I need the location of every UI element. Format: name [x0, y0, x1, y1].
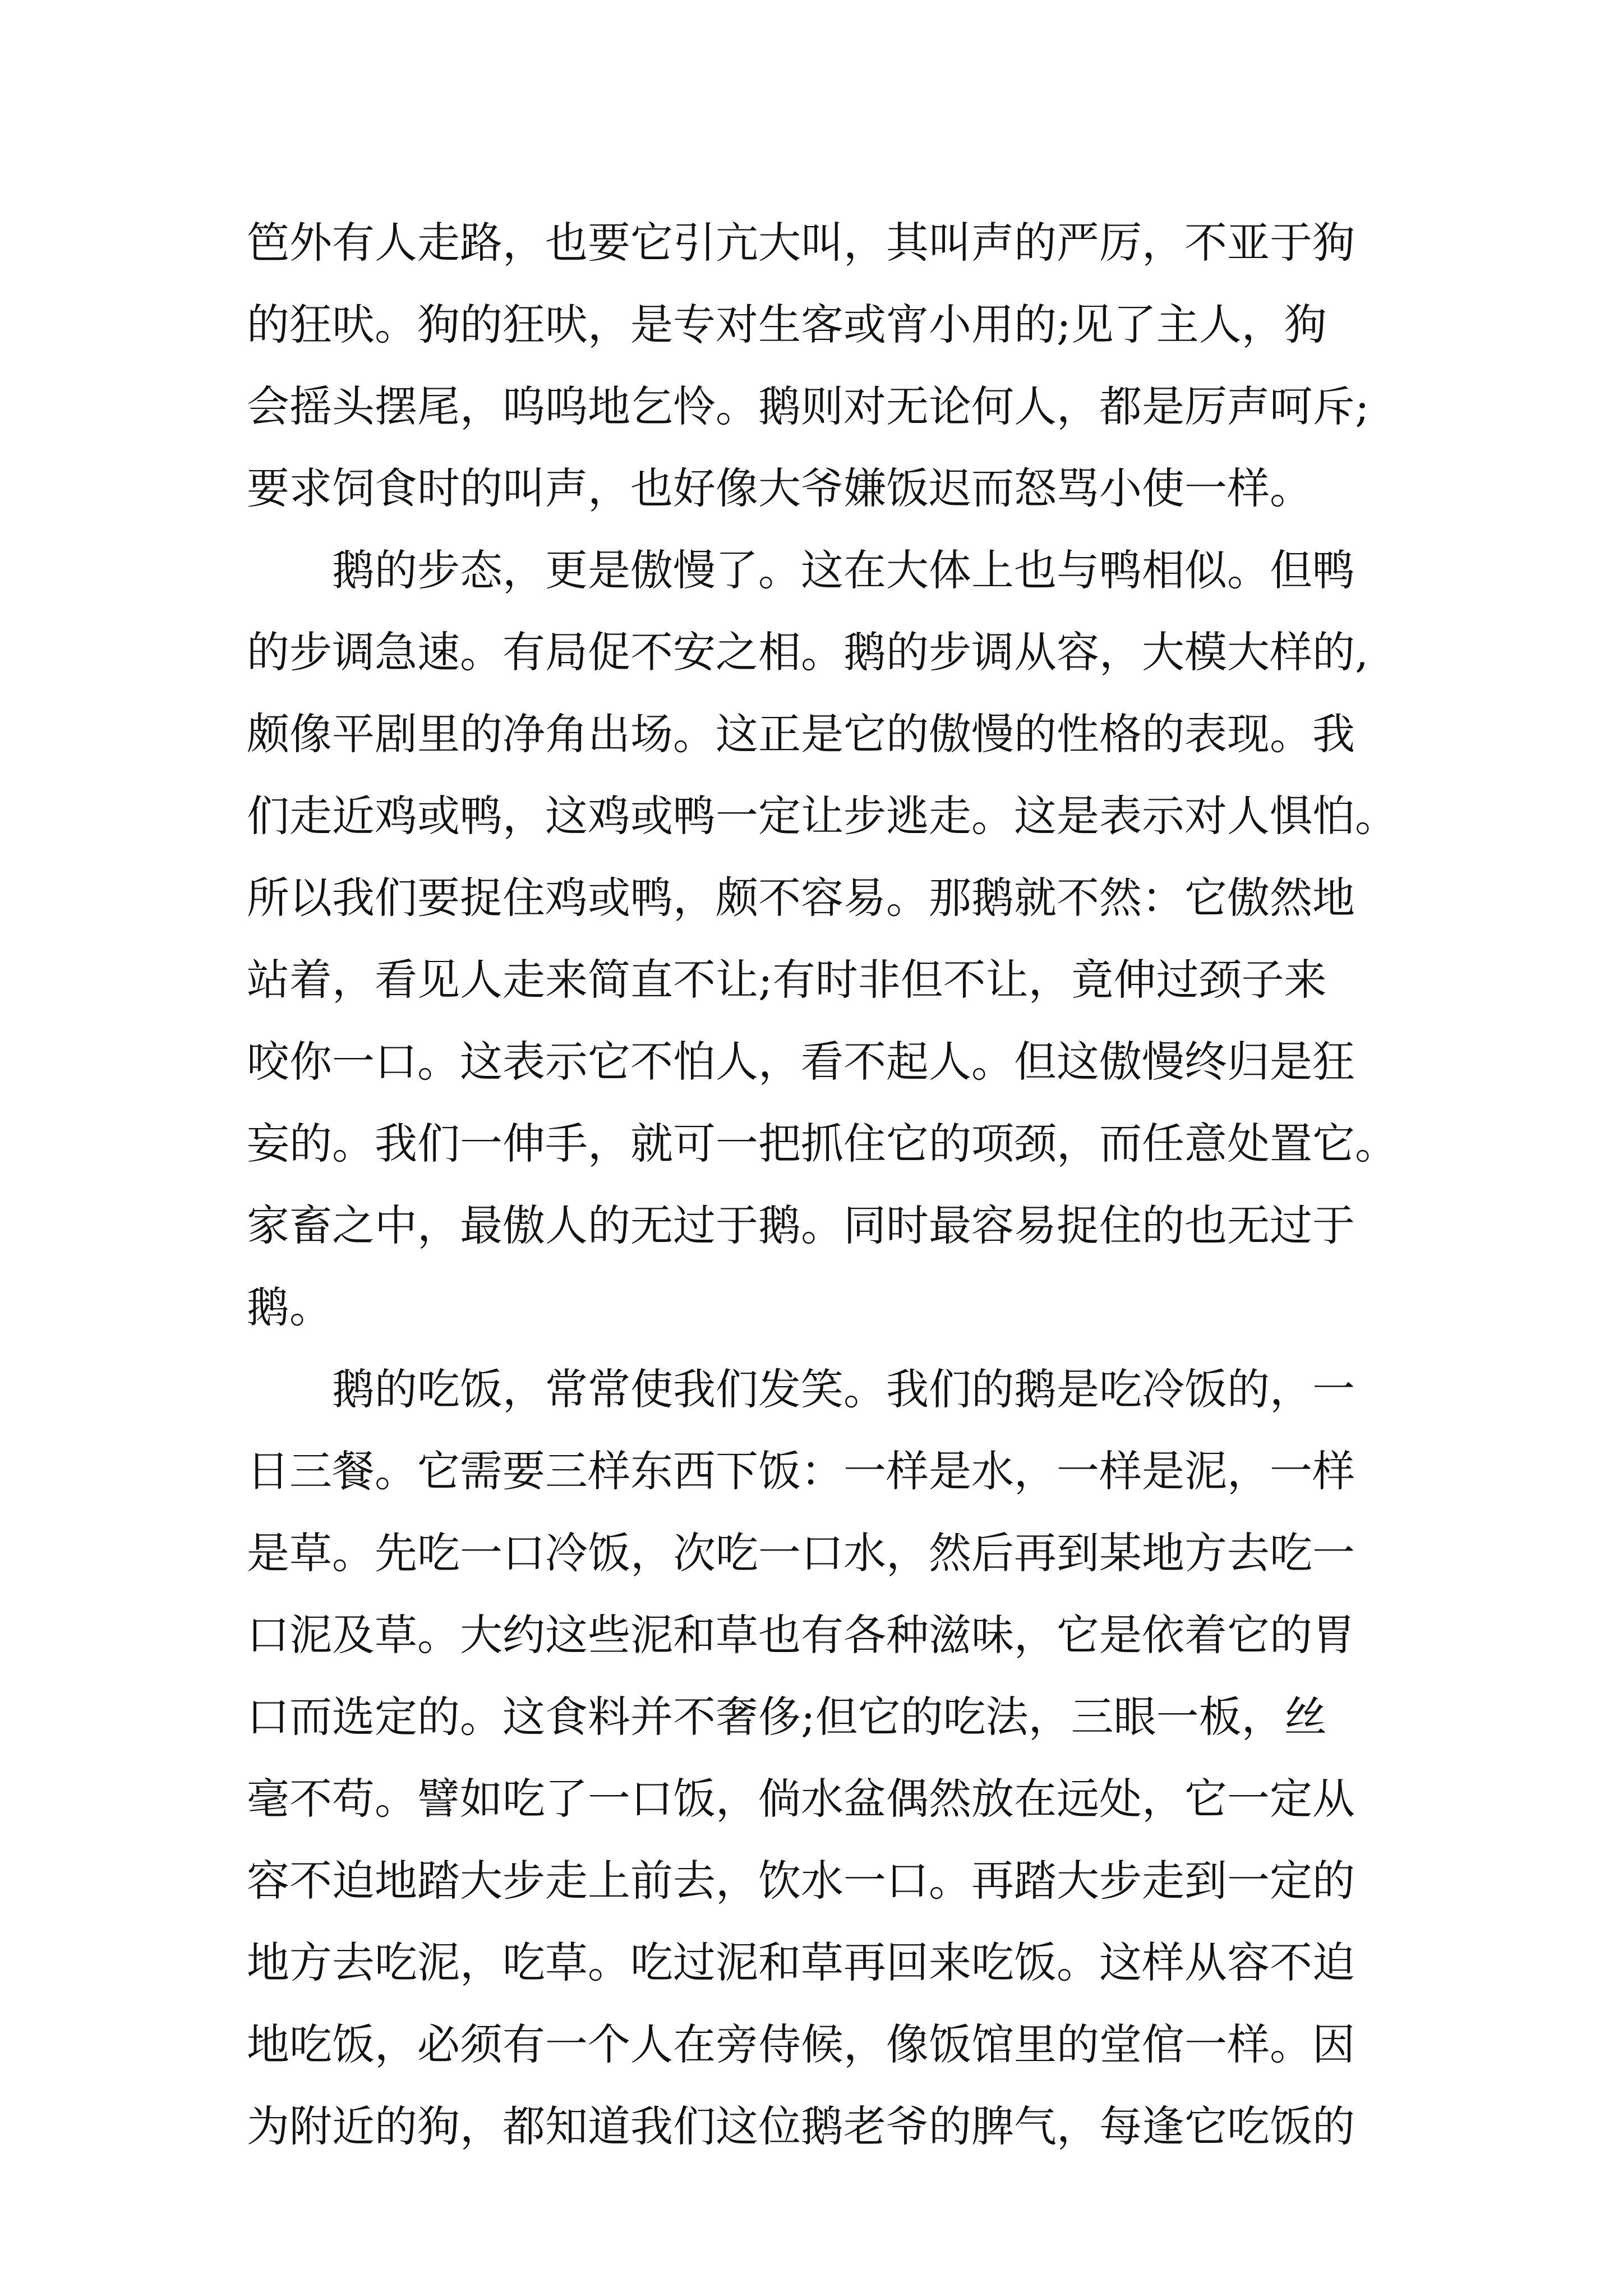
text-line: 容不迫地踏大步走上前去，饮水一口。再踏大步走到一定的 — [247, 1856, 1355, 1906]
text-line: 为附近的狗，都知道我们这位鹅老爷的脾气，每逢它吃饭的 — [247, 2101, 1355, 2151]
text-line: 日三餐。它需要三样东西下饭：一样是水，一样是泥，一样 — [247, 1446, 1355, 1496]
paragraph-start-line: 鹅的步态，更是傲慢了。这在大体上也与鸭相似。但鸭 — [332, 545, 1355, 595]
text-line: 咬你一口。这表示它不怕人，看不起人。但这傲慢终归是狂 — [247, 1037, 1355, 1087]
text-line: 站着，看见人走来简直不让;有时非但不让，竟伸过颈子来 — [247, 955, 1327, 1005]
text-line: 们走近鸡或鸭，这鸡或鸭一定让步逃走。这是表示对人惧怕。 — [247, 791, 1398, 841]
text-line: 家畜之中，最傲人的无过于鹅。同时最容易捉住的也无过于 — [247, 1200, 1355, 1250]
text-line: 地方去吃泥，吃草。吃过泥和草再回来吃饭。这样从容不迫 — [247, 1938, 1355, 1987]
text-line: 会摇头摆尾，呜呜地乞怜。鹅则对无论何人，都是厉声呵斥; — [247, 381, 1370, 431]
text-line: 颇像平剧里的净角出场。这正是它的傲慢的性格的表现。我 — [247, 709, 1355, 759]
text-line: 笆外有人走路，也要它引亢大叫，其叫声的严厉，不亚于狗 — [247, 218, 1355, 268]
document-text — [247, 202, 1398, 2168]
text-line: 口泥及草。大约这些泥和草也有各种滋味，它是依着它的胃 — [247, 1610, 1355, 1660]
text-line: 口而选定的。这食料并不奢侈;但它的吃法，三眼一板，丝 — [247, 1692, 1327, 1742]
text-line: 的狂吠。狗的狂吠，是专对生客或宵小用的;见了主人，狗 — [247, 300, 1327, 349]
paragraph-start-line: 鹅的吃饭，常常使我们发笑。我们的鹅是吃冷饭的，一 — [332, 1364, 1355, 1414]
text-line: 鹅。 — [247, 1282, 332, 1332]
text-line: 地吃饭，必须有一个人在旁侍候，像饭馆里的堂倌一样。因 — [247, 2019, 1355, 2069]
text-line: 妄的。我们一伸手，就可一把抓住它的项颈，而任意处置它。 — [247, 1119, 1398, 1168]
text-line: 要求饲食时的叫声，也好像大爷嫌饭迟而怒骂小使一样。 — [247, 463, 1312, 513]
text-line: 毫不苟。譬如吃了一口饭，倘水盆偶然放在远处，它一定从 — [247, 1774, 1355, 1824]
text-line: 所以我们要捉住鸡或鸭，颇不容易。那鹅就不然：它傲然地 — [247, 873, 1355, 923]
text-line: 是草。先吃一口冷饭，次吃一口水，然后再到某地方去吃一 — [247, 1528, 1355, 1578]
text-line: 的步调急速。有局促不安之相。鹅的步调从容，大模大样的, — [247, 627, 1369, 677]
